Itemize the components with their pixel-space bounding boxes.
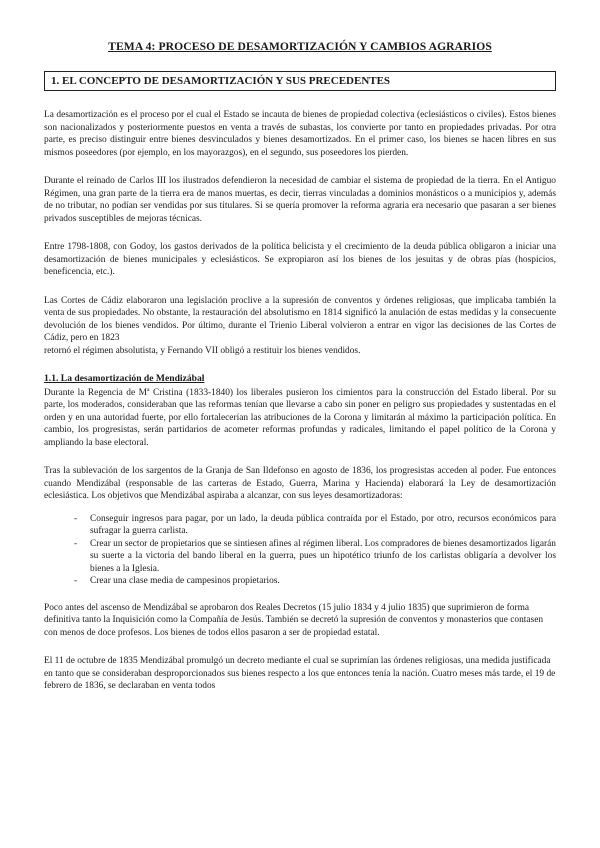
objectives-list xyxy=(44,513,556,588)
paragraph-sublevacion: Tras la sublevación de los sargentos de la Granja de San Ildefonso en agosto de 1836, los progresistas acceden al poder. Fue entonces cuando Mendizábal (responsable de las carteras de Estado, Guerra, Marina y Hacienda) elaborará la Ley de desamortización eclesiástica. Los objetivos que Mendizábal aspiraba a alcanzar, con sus leyes desamortizadoras: xyxy=(44,466,556,501)
section-heading-box: 1. EL CONCEPTO DE DESAMORTIZACIÓN Y SUS PRECEDENTES xyxy=(44,71,556,91)
subsection-heading: 1.1. La desamortización de Mendizábal xyxy=(44,373,205,384)
list-item: - Crear una clase media de campesinos propietarios. xyxy=(74,575,556,588)
paragraph-definition: La desamortización es el proceso por el cual el Estado se incauta de bienes de propiedad colectiva (eclesiásticos o civiles). Estos bienes son nacionalizados y posteriormente puestos en venta a través de subastas, los convierte por tanto en propiedades privadas. Por otra parte, es preciso distinguir entre bienes desvinculados y bienes desamortizados. En el primer caso, los bienes se hacen libres en sus mismos poseedores (por ejemplo, en los mayorazgos), en el segundo, sus poseedores los pierden. xyxy=(44,110,556,158)
paragraph-regencia: Durante la Regencia de Mª Cristina (1833-1840) los liberales pusieron los cimientos para la construcción del Estado liberal. Por su parte, los moderados, consideraban que las reformas tenían que llevarse a cabo sin poner en peligro sus propiedades y sustentadas en el orden y en una autoridad fuerte, por ello fortalecerían las atribuciones de la Corona y limitarán al máximo la participación política. En cambio, los progresistas, serán partidarios de acometer reformas profundas y radicales, limitando el papel político de la Corona y ampliando la base electoral. xyxy=(44,387,556,448)
paragraph-carlos-iii: Durante el reinado de Carlos III los ilustrados defendieron la necesidad de cambiar el sistema de propiedad de la tierra. En el Antiguo Régimen, una gran parte de la tierra era de manos muertas, es decir, tierras vinculadas a dominios monásticos o a municipios y, además de no tributar, no podían ser vendidas por sus titulares. Si se quería promover la reforma agraria era necesario que pasaran a ser bienes privados susceptibles de mejoras técnicas. xyxy=(44,176,556,224)
paragraph-decreto-octubre: El 11 de octubre de 1835 Mendizábal promulgó un decreto mediante el cual se suprimían las órdenes religiosas, una medida justificada en tanto que se consideraban desproporcionados sus bienes respecto a los que entonces tenía la nación. Cuatro meses más tarde, el 19 de febrero de 1836, se declaraban en venta todos xyxy=(44,656,556,691)
list-item: - Crear un sector de propietarios que se sintiesen afines al régimen liberal. Los compradores de bienes desamortizados ligarán su suerte a la victoria del bando liberal en la guerra, pues un hipotético triunfo de los carlistas obligaría a devolver los bienes a la Iglesia. xyxy=(74,538,556,576)
paragraph-reales-decretos: Poco antes del ascenso de Mendizábal se aprobaron dos Reales Decretos (15 julio 1834 y 4 julio 1835) que suprimieron de forma definitiva tanto la Inquisición como la Compañía de Jesús. También se decretó la supresión de conventos y monasterios que contasen con menos de doce profesos. Los bienes de todos ellos pasaron a ser de propiedad estatal. xyxy=(44,602,544,638)
paragraph-cortes-cadiz: Las Cortes de Cádiz elaboraron una legislación proclive a la supresión de conventos y órdenes religiosas, que implicaba también la venta de sus propiedades. No obstante, la restauración del absolutismo en 1814 significó la anulación de estas medidas y la consecuente devolución de los bienes vendidos. Por último, durante el Trienio Liberal volvieron a entrar en vigor las decisiones de las Cortes de Cádiz, pero en 1823 xyxy=(44,295,556,343)
paragraph-godoy: Entre 1798-1808, con Godoy, los gastos derivados de la política belicista y el crecimiento de la deuda pública obligaron a iniciar una desamortización de bienes municipales y eclesiásticos. Se expropiaron así los bienes de los jesuitas y de obras pías (hospicios, beneficencia, etc.). xyxy=(44,242,556,277)
list-item: - Conseguir ingresos para pagar, por un lado, la deuda pública contraída por el Estado, por otro, recursos económicos para sufragar la guerra carlista. xyxy=(74,513,556,538)
paragraph-cortes-cadiz-last-line: retornó el régimen absolutista, y Fernando VII obligó a restituir los bienes vendidos. xyxy=(44,345,361,356)
page-title: TEMA 4: PROCESO DE DESAMORTIZACIÓN Y CAMBIOS AGRARIOS xyxy=(108,40,492,53)
